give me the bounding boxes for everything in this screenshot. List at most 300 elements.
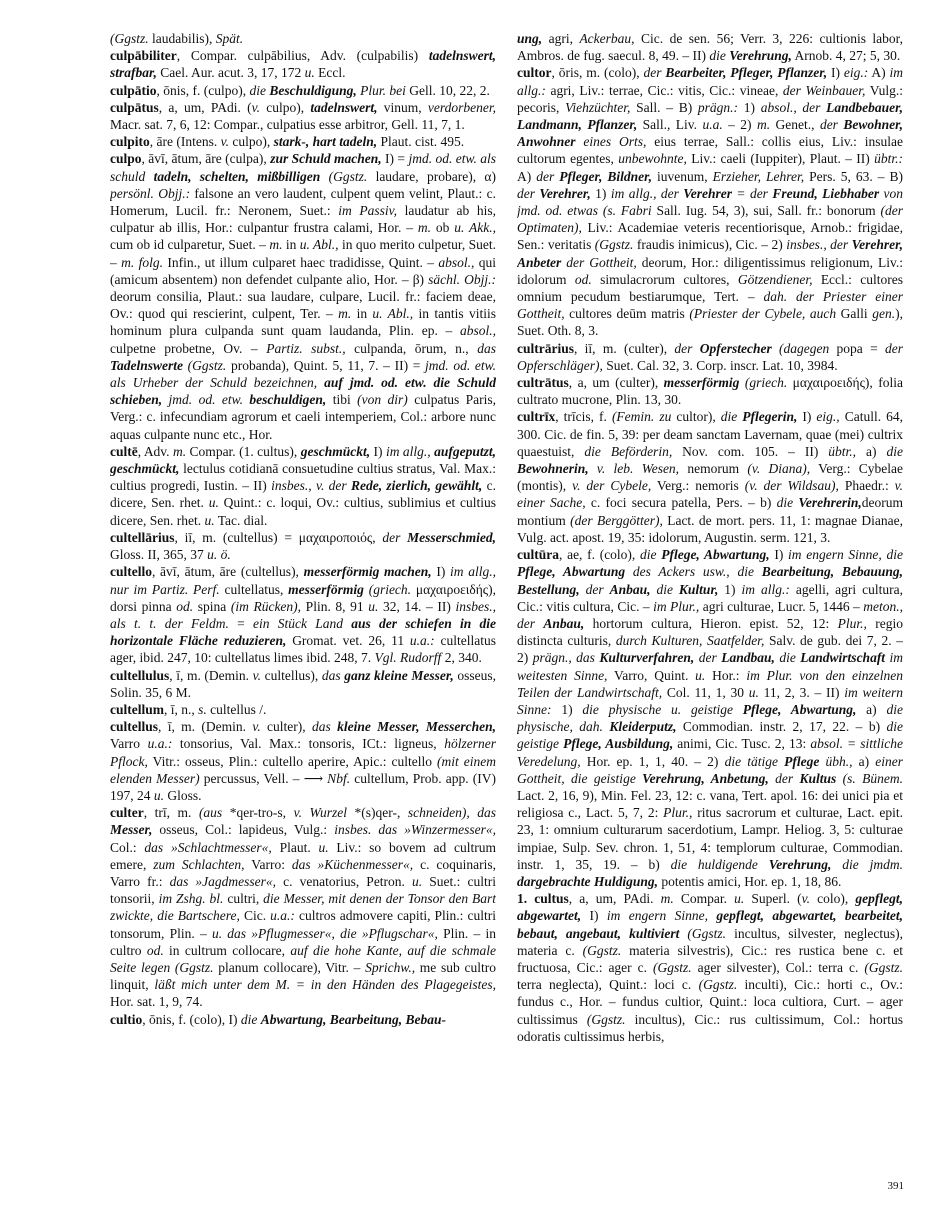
text-run: =: [228, 615, 253, 631]
text-run: a): [852, 753, 876, 769]
text-run: , ōris, m. (colo),: [551, 65, 644, 81]
text-run: c. foci secura patella, Pers. – b): [585, 495, 777, 511]
gloss: v.: [252, 719, 261, 735]
gloss: v.: [251, 99, 260, 115]
text-run: I): [370, 443, 386, 459]
gloss: auf die hohe Kante, auf die schmale Seite legen: [110, 942, 496, 975]
gloss: im weitern Sinne:: [517, 684, 903, 717]
gloss: im weitesten Sinne,: [517, 650, 903, 683]
translation: Landbebauer, Landmann, Pflanzer,: [517, 99, 903, 133]
gloss: v. der Cybele,: [572, 478, 652, 494]
gloss: das: [469, 805, 496, 821]
text-run: Hor. sat. 1, 9, 74.: [110, 994, 203, 1010]
gloss: Partiz. subst.,: [266, 340, 346, 356]
text-run: culpanda, ōrum, n.,: [345, 340, 478, 356]
left-column: [110, 30, 496, 1180]
text-run: Suet.: cultri tonsorii,: [110, 873, 496, 907]
gloss: (Ggstz.: [594, 237, 634, 253]
translation: Verehrerin,: [798, 495, 862, 511]
gloss: (griech.: [363, 581, 412, 597]
gloss: m.: [417, 220, 431, 236]
text-run: ob: [430, 220, 455, 236]
translation: Bearbeiter, Pfleger, Pflanzer,: [665, 65, 828, 81]
headword: culpo: [110, 151, 142, 167]
gloss: (s. Bünem.: [836, 770, 903, 786]
gloss: der: [674, 340, 700, 356]
translation: Bearbeitung, Bebauung, Bestellung,: [517, 564, 903, 597]
text-run: potentis amici, Hor. ep. 1, 18, 86.: [658, 873, 842, 889]
text-run: in quo merito culpetur, Suet. –: [110, 237, 496, 270]
translation: Landbau,: [721, 650, 775, 666]
translation: ung,: [517, 31, 543, 46]
text-run: tonsorius, Val. Max.: tonsoris, ICt.: ligneus,: [172, 736, 445, 752]
gloss: u.a.: [702, 117, 723, 133]
text-run: 1): [551, 701, 583, 717]
gloss: dah. der Priester einer Gottheit,: [517, 289, 903, 322]
text-run: *qer-tro-s,: [222, 805, 294, 821]
entry-culpatio: [110, 82, 496, 99]
text-run: Vitr.: osseus, Plin.: cultello aperire, Apic.: cultello: [147, 753, 437, 769]
text-run: Plaut. cist. 495.: [377, 134, 465, 150]
gloss: im Passiv,: [338, 203, 397, 219]
text-run: Sall. Iug. 54, 3), sui, Sall. fr.: bonorum: [651, 203, 881, 219]
text-run: , āvī, ātum, āre (cultellus),: [152, 564, 304, 580]
text-run: tibi: [326, 392, 358, 408]
text-run: in tantis vitiis hominum plura culpanda sunt quam laudanda, Plin. ep. –: [110, 306, 496, 339]
text-run: culpo),: [228, 134, 274, 150]
entry-cultellarius: [110, 529, 496, 563]
gloss: das: [477, 340, 496, 356]
text-run: Cael. Aur. acut. 3, 17, 172: [156, 65, 305, 81]
text-run: animi, Cic. Tusc. 2, 13:: [673, 736, 811, 752]
translation: gepflegt, abgewartet,: [517, 891, 903, 924]
headword: cultio: [110, 1011, 143, 1027]
translation: Messerschmied,: [407, 529, 496, 545]
translation: Kleiderputz,: [609, 719, 677, 735]
text-run: Genet.,: [770, 117, 820, 133]
translation: Kulturverfahren,: [599, 650, 695, 666]
translation: Verehrung, Anbetung,: [642, 770, 769, 786]
text-run: Lact. de mort. pers. 11, 1: magnae Dianae, Vulg. act. apost. 19, 35: idolorum, Augustin. serm. 121, 3.: [517, 512, 903, 545]
text-run: Quint.: c. loqui, Ov.: cultius, sublimius et cultius dicere, Sen. rhet.: [110, 495, 496, 528]
text-run: laudare, probare), α): [367, 168, 496, 184]
headword: culter: [110, 805, 144, 821]
gloss: m.: [173, 443, 187, 459]
gloss: (mit einem elenden Messer): [110, 753, 496, 786]
text-run: Arnob. 4, 27; 5, 30.: [791, 48, 901, 64]
headword: cultūra: [517, 547, 559, 563]
translation: tadelnswert, strafbar,: [110, 48, 496, 81]
gloss: gen.: [872, 306, 896, 322]
gloss: m.: [338, 306, 352, 322]
translation: aufgeputzt, geschmückt,: [110, 443, 496, 477]
translation: stark-, hart tadeln,: [273, 134, 378, 150]
gloss: v.: [801, 891, 811, 907]
gloss: übtr.:: [874, 151, 903, 167]
entry-cultus1: [517, 890, 903, 1045]
gloss: (der Optimaten),: [517, 203, 903, 236]
gloss: v. Wurzel: [293, 805, 347, 821]
gloss: der: [579, 581, 610, 597]
gloss: u.a.:: [270, 908, 295, 924]
text-run: Tac. dial.: [214, 512, 268, 528]
gloss: ⟶ Nbf.: [303, 770, 351, 786]
gloss: im allg.:: [741, 581, 790, 597]
text-run: Gloss. II, 365, 37: [110, 547, 208, 563]
gloss: ein Stück Land: [253, 615, 343, 631]
gloss: prägn.:: [697, 99, 739, 115]
text-run: Liv.: caeli (Iuppiter), Plaut. – II): [686, 151, 875, 167]
gloss: die: [240, 1011, 261, 1027]
gloss: im Zshg. bl.: [158, 891, 224, 907]
headword: culpābiliter: [110, 48, 177, 64]
text-run: *(s)qer-,: [346, 805, 408, 821]
gloss: (von dir): [357, 392, 408, 408]
translation: Bewohnerin,: [517, 461, 589, 477]
text-run: in cultrum collocare,: [163, 942, 291, 958]
gloss: m. folg.: [121, 254, 163, 270]
entry-cultrix: [517, 408, 903, 546]
translation: Pflege, Abwartung,: [661, 547, 770, 563]
translation: Beschuldigung,: [269, 82, 357, 98]
text-run: Phaedr.:: [838, 478, 895, 494]
gloss: die: [640, 547, 662, 563]
text-run: Gromat. vet. 26, 11: [286, 633, 410, 649]
text-run: cultellus),: [261, 667, 322, 683]
text-run: planum collocare), Vitr. –: [213, 959, 366, 975]
gloss: u. Akk.,: [454, 220, 496, 236]
gloss: u. ö.: [207, 547, 231, 563]
text-run: Varro: [110, 736, 148, 752]
text-run: Col.:: [110, 839, 145, 855]
entry-cultura: [517, 546, 903, 890]
text-run: Col. 11, 1, 30: [662, 684, 749, 700]
gloss: Ackerbau,: [579, 31, 635, 46]
text-run: , Adv.: [137, 443, 173, 459]
gloss: der: [819, 117, 844, 133]
text-run: cultellus /.: [206, 701, 267, 717]
gloss: im allg.,: [385, 443, 431, 459]
gloss: u.: [368, 598, 379, 614]
entry-cultellus: [110, 718, 496, 804]
gloss: die: [774, 650, 801, 666]
gloss: im engern Sinne,: [606, 908, 709, 924]
translation: Kultus: [799, 770, 837, 786]
gloss: v. leb. Wesen,: [588, 461, 680, 477]
translation: Verehrung,: [729, 48, 792, 64]
text-run: cultros admovere capiti, Plin.: cultri tonsorum, Plin. –: [110, 908, 496, 941]
gloss: im allg.:: [517, 65, 903, 98]
gloss: (Ggstz.: [170, 959, 214, 975]
text-run: deorum consilia, Plaut.: sua laudare, culpare, Lucil. fr.: faciem deae, Ov.: quod qui rescierint, culpent, Ter. –: [110, 289, 496, 322]
gloss: (Priester der Cybele, auch: [689, 306, 837, 322]
headword: culpātus: [110, 99, 159, 115]
gloss: absol., der: [760, 99, 827, 115]
gloss: im Plur.,: [653, 598, 700, 614]
gloss: (Ggstz.: [864, 959, 903, 975]
gloss: schneiden),: [407, 805, 470, 821]
translation: tadeln, schelten, mißbilligen: [153, 168, 321, 184]
translation: Anbau,: [609, 581, 651, 597]
text-run: Sall., Liv.: [637, 117, 703, 133]
text-run: spina: [193, 598, 231, 614]
gloss: die geistige: [517, 719, 903, 752]
text-run: laudatur ab his, culpatur ab illis, Hor.: culpantur frustra calami, Hor. –: [110, 203, 496, 236]
right-column: [517, 30, 903, 1180]
gloss: u.: [318, 839, 329, 855]
text-run: agri,: [542, 31, 580, 46]
gloss: der: [643, 65, 666, 81]
gloss: übtr.,: [828, 443, 857, 459]
text-run: , āvī, ātum, āre (culpa),: [141, 151, 271, 167]
gloss: =: [732, 185, 750, 201]
gloss: die: [886, 443, 903, 459]
text-run: , ae, f. (colo),: [559, 547, 640, 563]
translation: auf jmd. od. etw. die Schuld schieben,: [110, 375, 496, 408]
headword: 1. cultus: [517, 891, 569, 907]
translation: Tadelnswerte: [110, 357, 184, 373]
translation: Rede, zierlich, gewählt,: [346, 478, 483, 494]
translation: Landwirtschaft: [800, 650, 886, 666]
gloss: u.: [208, 495, 219, 511]
translation: Pflege, Abwartung,: [742, 701, 857, 717]
text-run: Sall. – B): [630, 99, 698, 115]
text-run: , a, um, PAdi.: [568, 891, 661, 907]
gloss: das »Küchenmesser«,: [291, 856, 414, 872]
entry-culte: [110, 443, 496, 529]
gloss: durch Kulturen, Saatfelder,: [615, 633, 765, 649]
text-run: 11, 2, 3. – II): [758, 684, 845, 700]
text-run: agri, Liv.: terrae, Cic.: vitis, Cic.: vineae,: [545, 82, 783, 98]
text-run: I): [827, 65, 844, 81]
text-run: , ī, n.,: [164, 701, 199, 717]
gloss: Erzieher, Lehrer,: [712, 168, 805, 184]
translation: Pflege: [784, 753, 820, 769]
text-run: materia silvestris), Cic.: res rustica bene c. et fructuosa, Cic.: ager c.: [517, 942, 903, 975]
gloss: m.: [756, 117, 771, 133]
text-run: Verg.: Cybelae (montis),: [517, 461, 903, 494]
translation: Opferstecher: [699, 340, 772, 356]
entry-culpatus: [110, 99, 496, 133]
translation: geschmückt,: [300, 443, 371, 459]
text-run: culpetne probetne, Ov. –: [110, 340, 267, 356]
headword: cultor: [517, 65, 552, 81]
headword: culpito: [110, 134, 150, 150]
text-run: Cic. de sen. 56; Verr. 3, 226: cultionis labor, Ambros. de fug. saecul. 8, 49. – II): [517, 31, 903, 64]
translation: Pflegerin,: [742, 409, 798, 425]
text-run: agri culturae, Lucr. 5, 1446 –: [699, 598, 864, 614]
gloss: Plur.,: [837, 615, 867, 631]
text-run: cultellum, Prob. app. (IV) 197, 24: [110, 770, 496, 803]
gloss: die jmdm.: [831, 856, 903, 872]
text-run: colo),: [810, 891, 856, 907]
gloss: läßt mich unter dem M. = in den Händen des Plagegeistes,: [154, 977, 496, 993]
text-run: Macr. sat. 7, 6, 12: Compar., culpatius esse arbitror, Gell. 11, 7, 1.: [110, 117, 465, 133]
text-run: Commodian. instr. 2, 17, 22. – b): [676, 719, 887, 735]
text-run: cultor),: [671, 409, 721, 425]
page-number: 391: [887, 1180, 904, 1192]
gloss: der Opferschläger),: [517, 340, 903, 373]
entry-culpabiliter: [110, 47, 496, 81]
entry-culpito: [110, 133, 496, 150]
text-run: Hor.:: [705, 667, 747, 683]
headword: cultē: [110, 443, 138, 459]
gloss: im Plur. von den einzelnen Teilen der Landwirtschaft,: [517, 667, 903, 700]
text-run: Catull. 64, 300. Cic. de fin. 5, 39: per deam sanctam Lavernam, quae (mei) cultrix quaestuist,: [517, 409, 903, 459]
text-run: , āre (Intens.: [149, 134, 221, 150]
gloss: das: [311, 719, 338, 735]
gloss: (Ggstz.: [183, 357, 227, 373]
text-run: , ōnis, f. (culpo),: [156, 82, 250, 98]
text-run: , trīcis, f.: [555, 409, 612, 425]
gloss: m.: [660, 891, 674, 907]
gloss: der: [517, 185, 540, 201]
gloss: der Gottheit,: [561, 254, 637, 270]
text-run: – 2): [722, 117, 757, 133]
translation: Pfleger, Bildner,: [559, 168, 652, 184]
text-run: c. venatorius, Petron.: [276, 873, 413, 889]
gloss: (dagegen: [771, 340, 830, 356]
text-run: Hor. ep. 1, 1, 40. – 2): [580, 753, 725, 769]
entry-cultratus: [517, 374, 903, 408]
translation: Abwartung, Bearbeitung, Bebau-: [260, 1011, 447, 1027]
gloss: die physische, dah.: [517, 701, 903, 735]
translation: Verehrer: [683, 185, 733, 201]
text-run: lectulus cotidianā consuetudine cultius stratus, Val. Max.: cultius progredi, Iustin. – II): [110, 461, 496, 494]
translation: Pflege, Abwartung: [517, 564, 626, 580]
text-run: , ī, m. (Demin.: [158, 719, 253, 735]
text-run: I) =: [381, 151, 409, 167]
gloss: u.: [204, 512, 215, 528]
text-run: , ōnis, f. (colo), I): [142, 1011, 241, 1027]
translation: Bewohner, Anwohner: [517, 117, 903, 150]
gloss: u.: [734, 891, 745, 907]
gloss: (aus: [198, 805, 223, 821]
text-run: hortorum cultura, Hieron. epist. 52, 12:: [584, 615, 838, 631]
gloss: (Ggstz.: [679, 925, 727, 941]
entry-cultellulus: [110, 667, 496, 701]
text-run: Salv. de gub. dei 7, 2. – 2): [517, 633, 903, 666]
entry-cultor: [517, 64, 903, 339]
gloss: jmd. od. etw.: [162, 392, 243, 408]
text-run: inculti), Cic.: horti c., Ov.: fundus c., Hor. – fundus cultior, Quint.: loca cultiora, Curt. – ager cultissimus: [517, 977, 903, 1027]
entry-culter: [110, 804, 496, 1010]
gloss: die: [650, 581, 679, 597]
text-run: deorum, Hor.: diligentissimus religionum, Liv.: idolorum: [517, 254, 903, 287]
text-run: ), Suet. Oth. 8, 3.: [517, 306, 903, 339]
gloss: jmd. od. etw. als Urheber der Schuld bezeichnen,: [110, 357, 496, 391]
gloss: des Ackers usw., die: [625, 564, 762, 580]
text-run: I): [431, 564, 451, 580]
gloss: meton., der: [517, 598, 903, 631]
gloss: im allg., der: [610, 185, 684, 201]
gloss: s.: [198, 701, 207, 717]
text-run: 32, 14. – II): [378, 598, 456, 614]
gloss: die: [776, 495, 799, 511]
gloss: absol. = sittliche Veredelung,: [517, 736, 903, 769]
text-run: Plin. – in cultro: [110, 925, 496, 958]
gloss: Sprichw.,: [365, 959, 416, 975]
entry-cultello: [110, 563, 496, 666]
gloss: der: [749, 185, 773, 201]
text-run: a): [856, 443, 887, 459]
gloss: u. das »Pflugmesser«, die »Pflugschar«,: [211, 925, 438, 941]
text-run: iuvenum,: [652, 168, 713, 184]
text-run: incultus), Cic.: rus cultissimum, Col.: hortus odoratis cultissimus herbis,: [517, 1011, 903, 1044]
text-run: cultellatus,: [219, 581, 289, 597]
text-run: 1): [590, 185, 611, 201]
headword: cultrīx: [517, 409, 556, 425]
gloss: der: [768, 770, 800, 786]
text-run: percussus, Vell. –: [199, 770, 304, 786]
gloss: od.: [574, 271, 592, 287]
gloss: die tätige: [724, 753, 785, 769]
gloss: im allg., nur im Partiz. Perf.: [110, 564, 496, 597]
text-run: μαχαιροειδής), folia cultrato mucrone, Plin. 13, 30.: [517, 375, 903, 408]
gloss: (Ggstz.: [653, 959, 692, 975]
gloss: od.: [176, 598, 194, 614]
text-run: Plaut.: [271, 839, 319, 855]
translation: Freund, Liebhaber: [772, 185, 880, 201]
gloss: u.a.:: [409, 633, 435, 649]
translation: Verehrung,: [768, 856, 832, 872]
gloss: u.: [304, 65, 315, 81]
text-run: cultores deūm matris: [564, 306, 690, 322]
text-run: μαχαιροειδής), dorsi pinna: [110, 581, 496, 614]
entry-cultio: [110, 1011, 496, 1028]
gloss: die physische u. geistige: [582, 701, 743, 717]
text-run: osseus, Solin. 35, 6 M.: [110, 667, 496, 700]
text-run: vinum,: [377, 99, 428, 115]
text-run: Verg.: nemoris: [651, 478, 745, 494]
gloss: die: [249, 82, 270, 98]
gloss: die Beförderin,: [584, 443, 673, 459]
gloss: (der Berggötter),: [570, 512, 663, 528]
text-run: c. dicere, Sen. rhet.: [110, 478, 496, 511]
translation: Kultur,: [678, 581, 719, 597]
text-run: Cic.: [239, 908, 271, 924]
gloss: (Ggstz.: [582, 942, 622, 958]
text-run: Superl. (: [744, 891, 802, 907]
text-run: cum ob id culparetur, Suet. –: [110, 237, 270, 253]
text-run: , Compar. culpābilius, Adv. (culpabilis): [176, 48, 429, 64]
headword: cultellum: [110, 701, 164, 717]
gloss: insbes. das »Winzermesser«,: [334, 822, 496, 838]
gloss: Vgl. Rudorff: [374, 650, 442, 666]
text-run: Vulg.: pecoris,: [517, 82, 903, 115]
text-run: simulacrorum cultores,: [591, 271, 738, 287]
gloss: u.: [412, 873, 423, 889]
text-run: ager silvester), Col.: terra c.: [691, 959, 865, 975]
gloss: Götzendiener,: [737, 271, 813, 287]
text-run: regio distincta culturis,: [517, 615, 903, 649]
text-run: , a, um (culter),: [568, 375, 664, 391]
translation: kleine Messer, Messerchen,: [337, 719, 496, 735]
text-run: A): [517, 168, 537, 184]
gloss: der: [536, 168, 560, 184]
entry-cultellum: [110, 701, 496, 718]
gloss: insbes., der: [786, 237, 852, 253]
text-run: Liv.: Academiae veteris recentiorisque, Arnob.: frigidae, Sen.: veritatis: [517, 220, 903, 253]
translation: tadelnswert,: [310, 99, 378, 115]
text-run: Varro, Quint.: [607, 667, 696, 683]
text-run: laudabilis),: [152, 31, 216, 46]
gloss: sächl. Objj.:: [428, 271, 496, 287]
translation: Pflege, Ausbildung,: [563, 736, 674, 752]
text-run: , ī, m. (Demin.: [169, 667, 253, 683]
text-run: ritus sacrorum et culturae, Lact. epit. 23, 1: omnium culturarum sacerdotium, Lampr. Heliog. 3, 5: culturae impiae, Sulp. Sev. chron. 1, 51, 4: templorum culturae, Commodian. instr. 1, 35, 19. – b): [517, 805, 903, 872]
gloss: u.: [695, 667, 706, 683]
